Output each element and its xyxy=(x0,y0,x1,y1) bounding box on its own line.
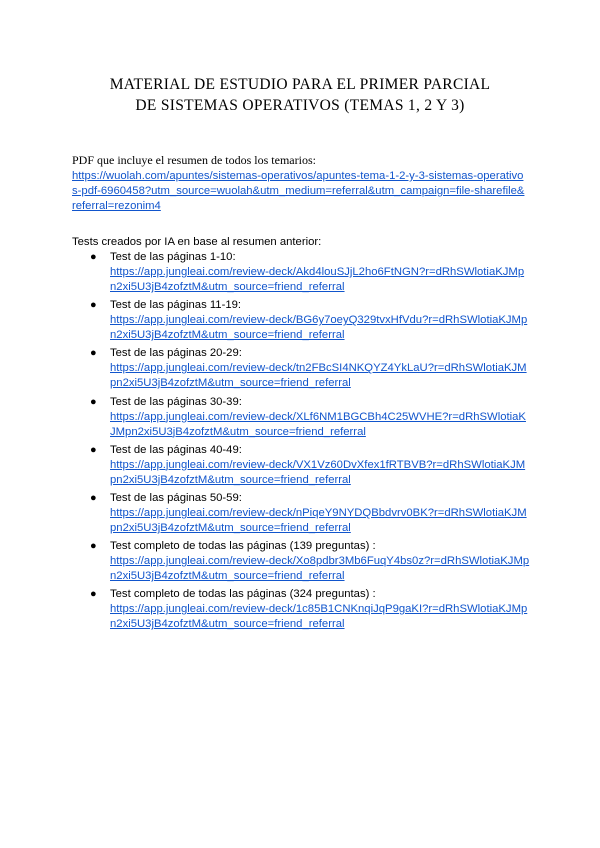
test-link[interactable]: https://app.jungleai.com/review-deck/Akd4louSJjL2ho6FtNGN?r=dRhSWlotiaKJMpn2xi5U3jB4zofztM&utm_source=friend_referral xyxy=(110,266,525,293)
test-link[interactable]: https://app.jungleai.com/review-deck/nPiqeY9NYDQBbdvrv0BK?r=dRhSWlotiaKJMpn2xi5U3jB4zofztM&utm_source=friend_referral xyxy=(110,506,527,534)
test-label: Test de las páginas 1-10: xyxy=(110,251,236,263)
list-item xyxy=(90,346,530,394)
test-link[interactable]: https://app.jungleai.com/review-deck/VX1Vz60DvXfex1fRTBVB?r=dRhSWlotiaKJMpn2xi5U3jB4zofztM&utm_source=friend_referral xyxy=(110,458,526,486)
bullet-icon: ● xyxy=(90,588,97,601)
test-label: Test completo de todas las páginas (324 preguntas) : xyxy=(110,588,376,601)
test-label: Test de las páginas 11-19: xyxy=(110,299,242,312)
test-label: Test de las páginas 40-49: xyxy=(110,443,242,456)
bullet-icon: ● xyxy=(90,491,97,504)
test-label: Test de las páginas 20-29: xyxy=(110,347,242,360)
list-item xyxy=(90,395,530,443)
list-item xyxy=(90,250,530,298)
list-item xyxy=(90,443,530,491)
list-item xyxy=(90,539,530,587)
list-item xyxy=(90,298,530,346)
list-item xyxy=(90,491,530,539)
test-link[interactable]: https://app.jungleai.com/review-deck/XLf6NM1BGCBh4C25WVHE?r=dRhSWlotiaKJMpn2xi5U3jB4zofztM&utm_source=friend_referral xyxy=(110,410,526,438)
bullet-icon: ● xyxy=(90,347,97,360)
bullet-icon: ● xyxy=(90,251,97,263)
test-label: Test completo de todas las páginas (139 preguntas) : xyxy=(110,540,376,553)
title-line-1: MATERIAL DE ESTUDIO PARA EL PRIMER PARCIAL xyxy=(109,76,491,93)
test-label: Test de las páginas 30-39: xyxy=(110,395,242,408)
test-link[interactable]: https://app.jungleai.com/review-deck/BG6y7oeyQ329tvxHfVdu?r=dRhSWlotiaKJMpn2xi5U3jB4zofztM&utm_source=friend_referral xyxy=(110,314,528,342)
test-list xyxy=(90,250,530,636)
page-title xyxy=(60,74,540,116)
test-label: Test de las páginas 50-59: xyxy=(110,491,242,504)
bullet-icon: ● xyxy=(90,443,97,456)
title-line-2: DE SISTEMAS OPERATIVOS (TEMAS 1, 2 Y 3) xyxy=(135,97,465,114)
test-link[interactable]: https://app.jungleai.com/review-deck/Xo8pdbr3Mb6FuqY4bs0z?r=dRhSWlotiaKJMpn2xi5U3jB4zofztM&utm_source=friend_referral xyxy=(110,555,530,583)
bullet-icon: ● xyxy=(90,299,97,312)
intro-text: PDF que incluye el resumen de todos los temarios: xyxy=(72,153,316,167)
list-item xyxy=(90,587,530,635)
test-link[interactable]: https://app.jungleai.com/review-deck/tn2FBcSI4NKQYZ4YkLaU?r=dRhSWlotiaKJMpn2xi5U3jB4zofztM&utm_source=friend_referral xyxy=(110,362,527,390)
tests-intro-text: Tests creados por IA en base al resumen anterior: xyxy=(72,236,322,248)
summary-pdf-link[interactable]: https://wuolah.com/apuntes/sistemas-operativos/apuntes-tema-1-2-y-3-sistemas-operativos-pdf-6960458?utm_source=wuolah&utm_medium=referral&utm_campaign=file-sharefile&referral=rezonim4 xyxy=(72,170,525,212)
bullet-icon: ● xyxy=(90,395,97,408)
bullet-icon: ● xyxy=(90,540,97,553)
test-link[interactable]: https://app.jungleai.com/review-deck/1c85B1CNKnqiJqP9gaKI?r=dRhSWlotiaKJMpn2xi5U3jB4zofztM&utm_source=friend_referral xyxy=(110,603,528,631)
